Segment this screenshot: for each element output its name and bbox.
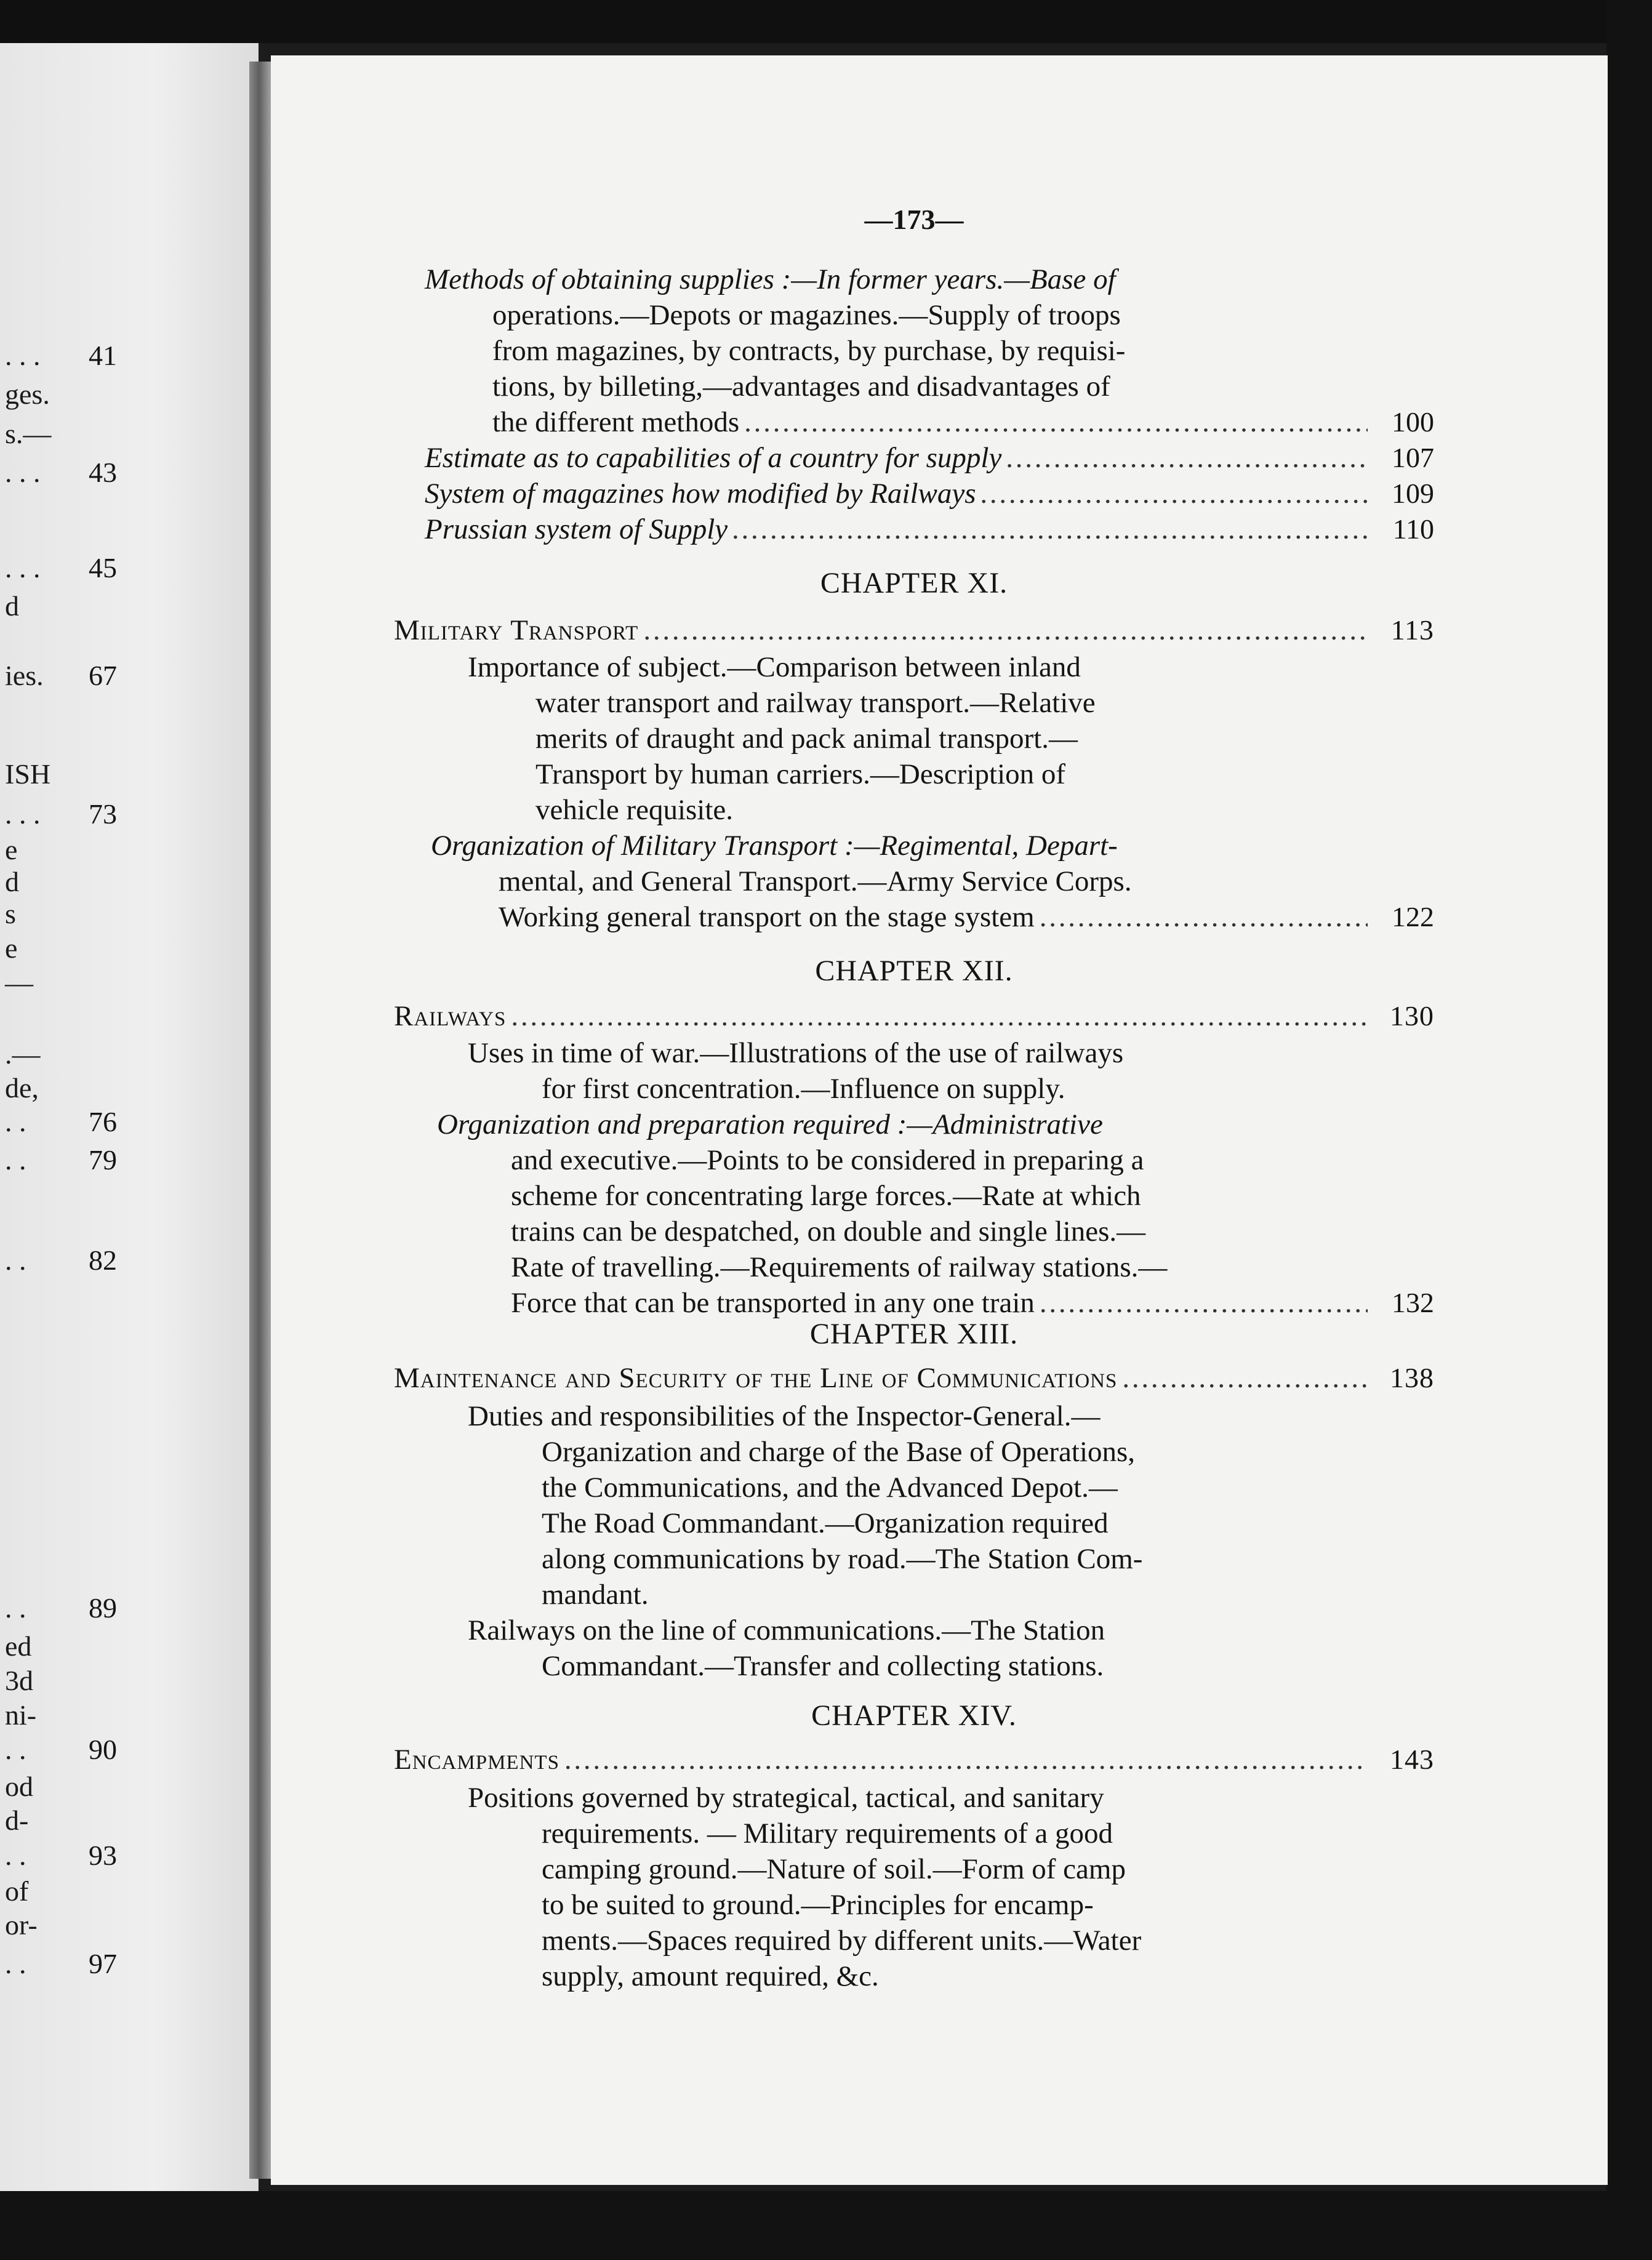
dot-leader: [564, 1742, 1368, 1777]
toc-entry-estimate: [394, 440, 1434, 476]
entry-text: System of magazines how modified by Railways: [425, 478, 976, 510]
page-number: 130: [1390, 1000, 1434, 1032]
dot-leader: [1122, 1360, 1368, 1396]
dot-leader: [643, 612, 1368, 648]
entry-line: Positions governed by strategical, tactical, and sanitary: [468, 1782, 1104, 1814]
entry-text: Working general transport on the stage system: [499, 901, 1035, 933]
entry-line: trains can be despatched, on double and single lines.—: [511, 1216, 1146, 1248]
left-page-fragment-text: s.—: [5, 418, 52, 449]
toc-entry-magazines: [394, 476, 1434, 511]
entry-text: Estimate as to capabilities of a country for supply: [425, 442, 1002, 474]
entry-line: tions, by billeting,—advantages and disadvantages of: [492, 371, 1110, 403]
chapter-title: Military Transport: [394, 614, 639, 646]
page-number-header: —173—: [864, 204, 964, 235]
entry-line: water transport and railway transport.—Relative: [535, 687, 1096, 719]
entry-line: The Road Commandant.—Organization required: [542, 1507, 1109, 1539]
toc-entry-prussian: [394, 511, 1434, 547]
entry-line: and executive.—Points to be considered in preparing a: [511, 1144, 1144, 1176]
left-page-fragment-text: ni-: [5, 1699, 37, 1731]
chapter-11-heading: CHAPTER XI.: [820, 567, 1008, 599]
entry-line: Importance of subject.—Comparison between inland: [468, 651, 1081, 683]
page-number: 122: [1392, 901, 1434, 932]
chapter-14-title-row: [394, 1742, 1434, 1777]
entry-line: along communications by road.—The Station Com-: [542, 1543, 1143, 1575]
left-page-fragment-text: . .: [5, 1734, 26, 1765]
left-page-fragment-text: . . .: [5, 340, 41, 371]
film-border-right: [1606, 0, 1652, 2260]
left-page-fragment-text: d: [5, 590, 19, 622]
chapter-13-title-row: [394, 1360, 1434, 1396]
left-page-number: 76: [89, 1106, 117, 1137]
entry-line: mandant.: [542, 1579, 649, 1611]
left-page-fragment-text: . . .: [5, 798, 41, 830]
dot-leader: [1040, 1285, 1368, 1321]
page-number: 110: [1392, 513, 1434, 545]
left-page-number: 43: [89, 457, 117, 488]
left-page-fragment-text: de,: [5, 1072, 39, 1104]
left-page-fragment-text: d: [5, 866, 19, 897]
left-page-fragment-text: . . .: [5, 552, 41, 583]
left-page-number: 82: [89, 1244, 117, 1276]
page-number: 107: [1392, 442, 1434, 473]
chapter-11-title-row: [394, 612, 1434, 648]
entry-line: the Communications, and the Advanced Depot.—: [542, 1472, 1118, 1504]
left-page-fragment-text: ies.: [5, 660, 44, 691]
entry-line: to be suited to ground.—Principles for encamp-: [542, 1889, 1094, 1921]
entry-line: merits of draught and pack animal transport.—: [535, 723, 1078, 755]
left-page-fragment-text: . .: [5, 1592, 26, 1624]
left-page-number: 67: [89, 660, 117, 691]
entry-line: scheme for concentrating large forces.—Rate at which: [511, 1180, 1141, 1212]
entry-text: Prussian system of Supply: [425, 513, 728, 545]
dot-leader: [732, 511, 1368, 547]
dot-leader: [981, 476, 1368, 511]
left-page-fragment-text: . .: [5, 1144, 26, 1176]
chapter-12-heading: CHAPTER XII.: [815, 955, 1013, 987]
left-page-fragment-text: of: [5, 1875, 29, 1907]
left-page-number: 89: [89, 1592, 117, 1624]
dot-leader: [1040, 899, 1368, 935]
entry-line: mental, and General Transport.—Army Service Corps.: [499, 865, 1132, 897]
entry-line: Organization of Military Transport :—Regimental, Depart-: [431, 830, 1118, 862]
left-page-fragment-text: . .: [5, 1840, 26, 1871]
entry-line-with-page: [394, 899, 1434, 935]
page-number: 132: [1392, 1287, 1434, 1318]
entry-line: Railways on the line of communications.—The Station: [468, 1614, 1105, 1646]
left-page-text: [0, 0, 259, 2191]
chapter-14-heading: CHAPTER XIV.: [811, 1699, 1017, 1732]
left-page-fragment-text: .—: [5, 1038, 41, 1070]
chapter-14-summary: [394, 1780, 1434, 1994]
chapter-12-title-row: [394, 998, 1434, 1034]
chapter-13-heading: CHAPTER XIII.: [809, 1318, 1019, 1350]
entry-line: Organization and preparation required :—Administrative: [437, 1108, 1103, 1140]
entry-line: camping ground.—Nature of soil.—Form of camp: [542, 1853, 1126, 1885]
left-page-fragment-text: —: [5, 967, 33, 998]
entry-line: for first concentration.—Influence on supply.: [542, 1073, 1065, 1105]
entry-text: Force that can be transported in any one train: [511, 1287, 1035, 1319]
entry-line: Rate of travelling.—Requirements of railway stations.—: [511, 1251, 1168, 1283]
dot-leader: [511, 998, 1368, 1034]
entry-line: Methods of obtaining supplies :—In former years.—Base of: [425, 263, 1116, 295]
entry-line-with-page: [394, 1285, 1434, 1321]
chapter-12-summary: [394, 1035, 1434, 1321]
left-page-fragment-text: ISH: [5, 758, 51, 790]
page-number: 143: [1390, 1744, 1434, 1775]
page-number: 113: [1390, 614, 1434, 646]
left-page-fragment-text: . .: [5, 1948, 26, 1979]
chapter-11-summary: [394, 649, 1434, 935]
left-page-fragment-text: e: [5, 932, 18, 964]
left-page-fragment-text: or-: [5, 1909, 38, 1941]
left-page-fragment-text: ges.: [5, 379, 50, 410]
left-page-fragment-text: ed: [5, 1630, 32, 1662]
film-border-bottom: [0, 2191, 1652, 2260]
left-page-number: 45: [89, 552, 117, 583]
left-page-fragment-text: . .: [5, 1244, 26, 1276]
entry-line: operations.—Depots or magazines.—Supply of troops: [492, 299, 1121, 331]
entry-line-with-page: [394, 404, 1434, 440]
left-page-fragment-text: 3d: [5, 1665, 33, 1696]
left-page-number: 90: [89, 1734, 117, 1765]
left-page-fragment-text: d-: [5, 1805, 29, 1836]
entry-text: the different methods: [492, 406, 740, 438]
entry-line: ments.—Spaces required by different units.—Water: [542, 1925, 1142, 1957]
dot-leader: [1006, 440, 1368, 476]
chapter-title: Maintenance and Security of the Line of Communications: [394, 1362, 1118, 1394]
left-page-number: 79: [89, 1144, 117, 1176]
entry-line: from magazines, by contracts, by purchase, by requisi-: [492, 335, 1126, 367]
entry-line: Commandant.—Transfer and collecting stations.: [542, 1650, 1104, 1682]
left-page-fragment-text: s: [5, 898, 16, 929]
left-page-fragment-text: . . .: [5, 457, 41, 488]
entry-line: Uses in time of war.—Illustrations of the use of railways: [468, 1037, 1124, 1069]
left-page-number: 73: [89, 798, 117, 830]
entry-line: supply, amount required, &c.: [542, 1960, 879, 1992]
chapter-13-summary: [394, 1398, 1434, 1684]
entry-line: Duties and responsibilities of the Inspector-General.—: [468, 1400, 1101, 1432]
chapter-title: Railways: [394, 1000, 507, 1032]
entry-line: Transport by human carriers.—Description of: [535, 758, 1066, 790]
entry-line: Organization and charge of the Base of Operations,: [542, 1436, 1136, 1468]
left-page-number: 41: [89, 340, 117, 371]
page-number: 109: [1392, 478, 1434, 509]
left-page-fragment-text: od: [5, 1771, 33, 1802]
left-page-fragment-text: e: [5, 834, 18, 865]
left-page-fragment-text: . .: [5, 1106, 26, 1137]
page-number: 100: [1392, 406, 1434, 438]
chapter-title: Encampments: [394, 1744, 559, 1776]
left-page-number: 97: [89, 1948, 117, 1979]
page-number: 138: [1390, 1362, 1434, 1393]
entry-line: requirements. — Military requirements of a good: [542, 1817, 1113, 1849]
entry-line: vehicle requisite.: [535, 794, 734, 826]
toc-entry-methods-of-supply: [394, 262, 1434, 440]
left-page-number: 93: [89, 1840, 117, 1871]
dot-leader: [744, 404, 1368, 440]
